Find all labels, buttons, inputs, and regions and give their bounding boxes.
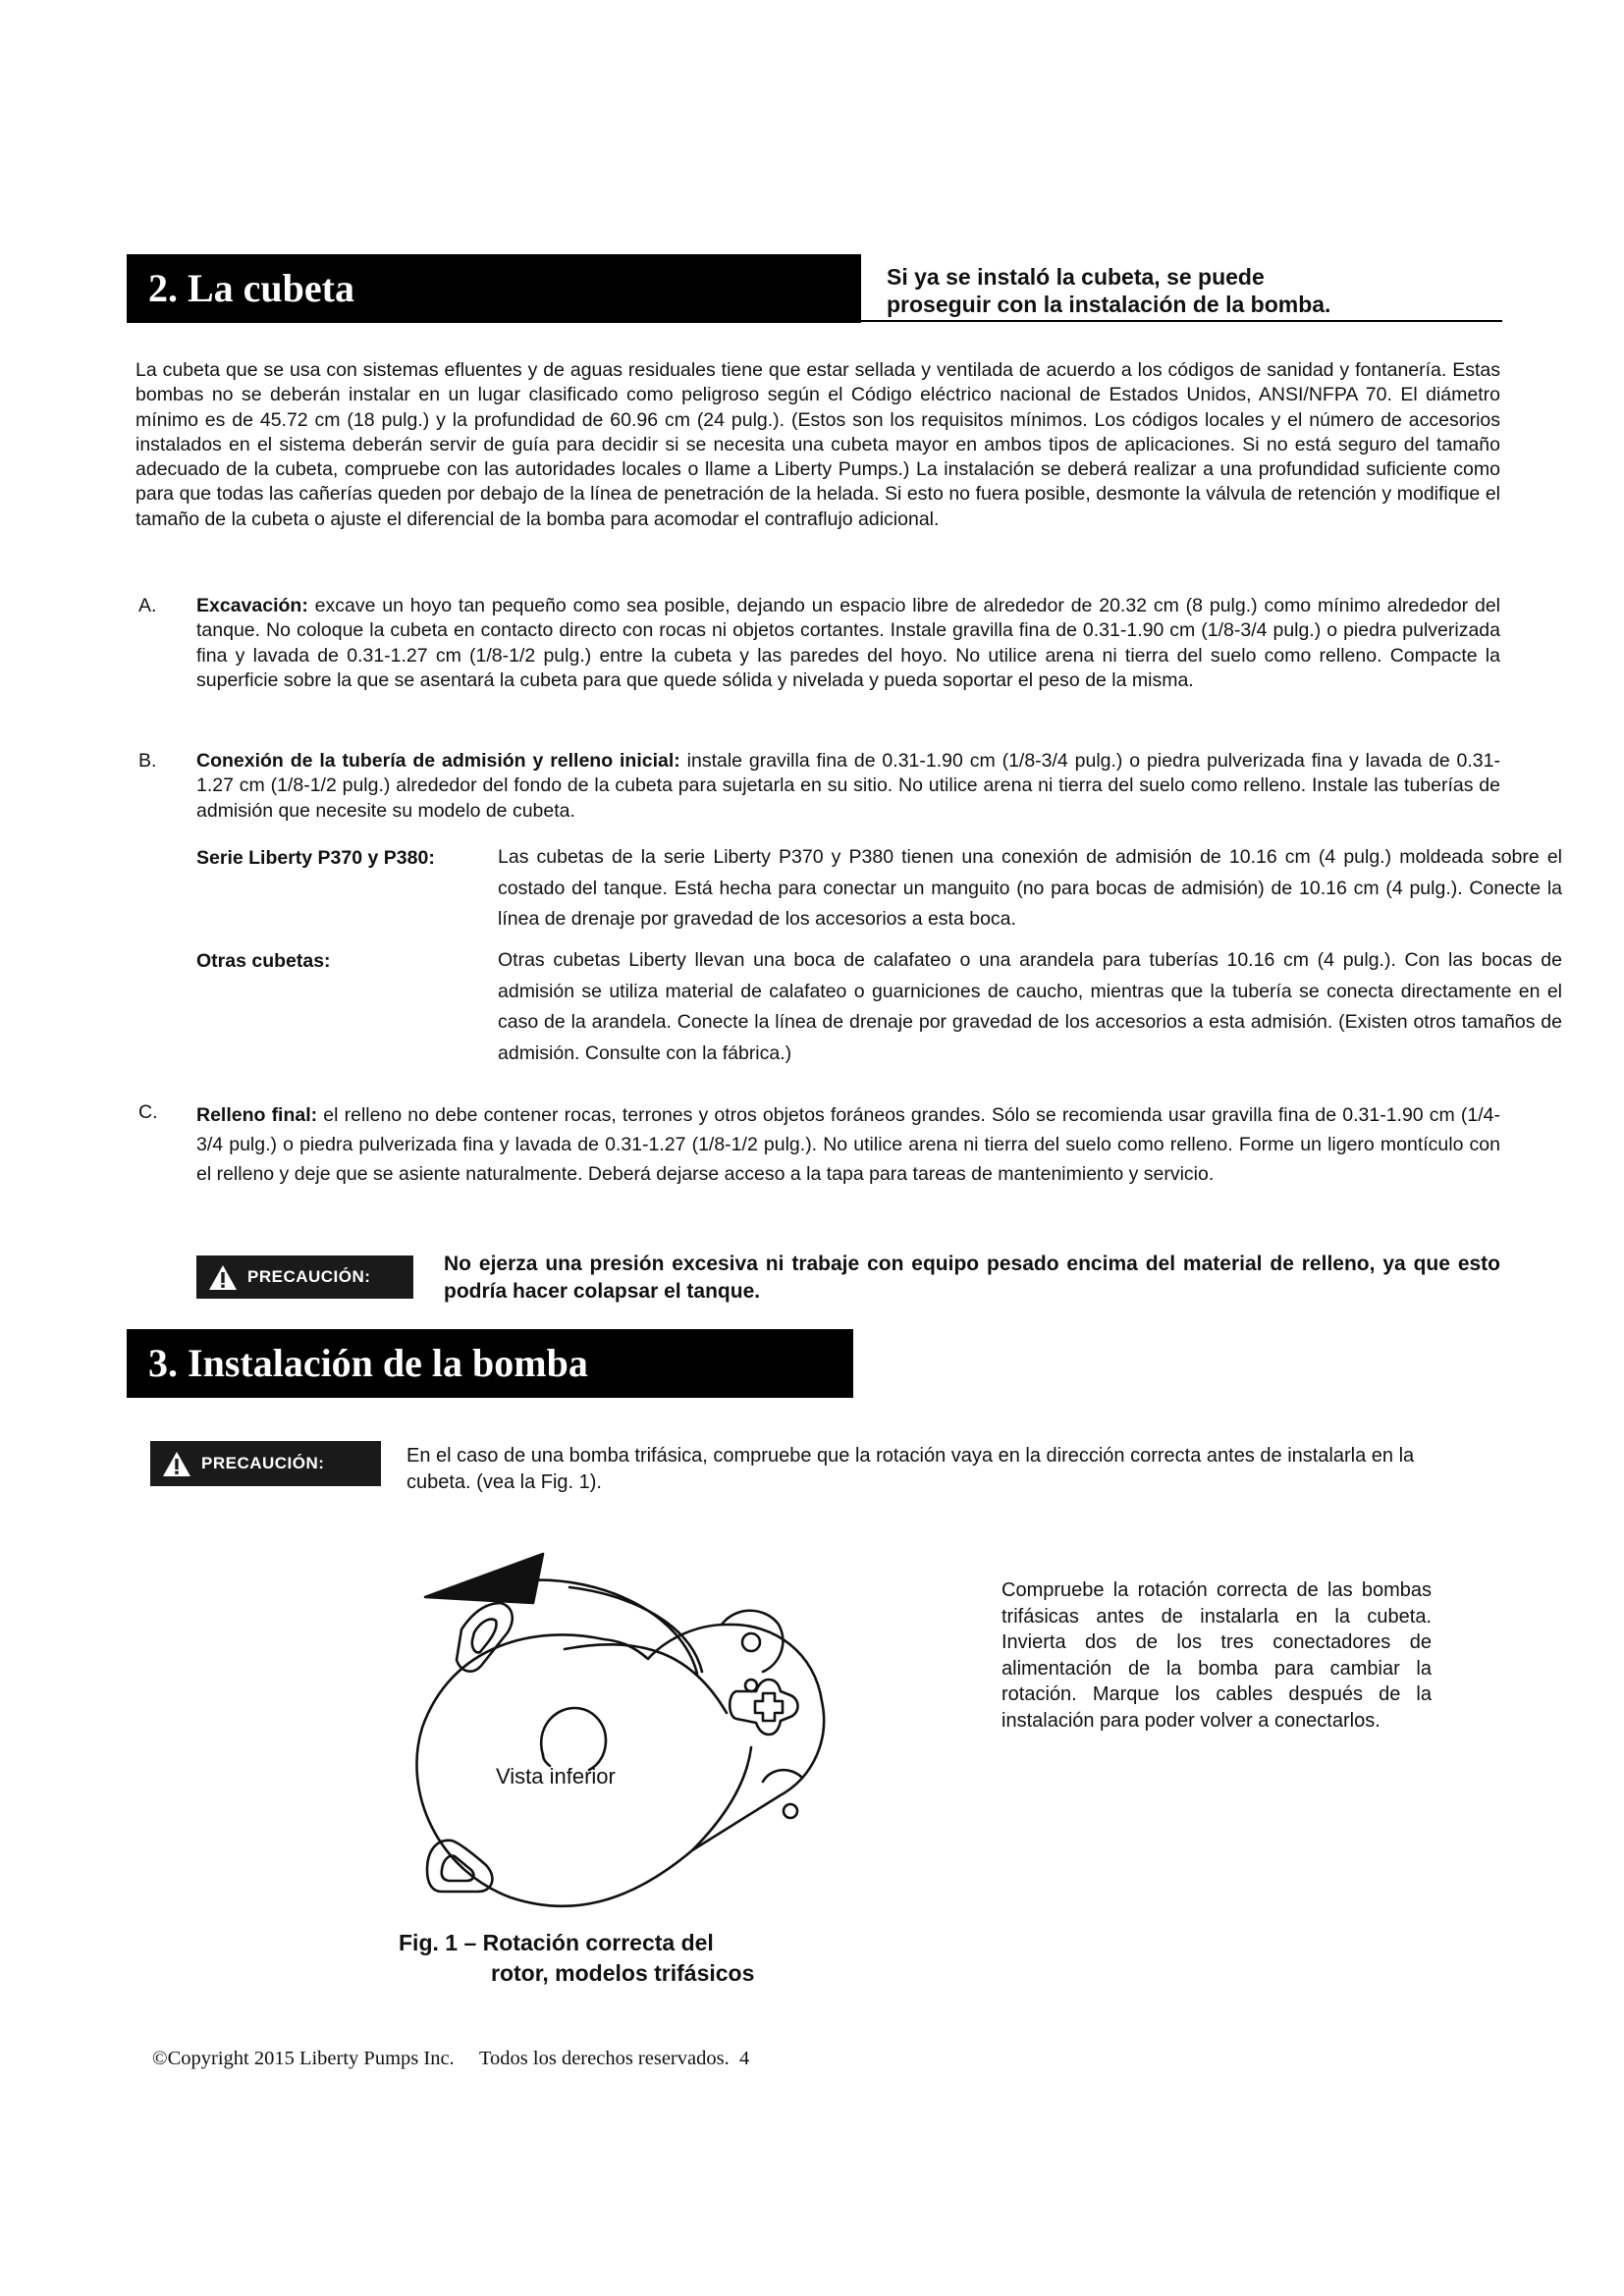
item-b-body (196, 749, 1500, 824)
section-3-title-bar (127, 1329, 853, 1398)
caution-2-text: En el caso de una bomba trifásica, compruebe que la rotación vaya en la dirección correcta antes de instalarla en la cubeta. (vea la Fig. 1). (406, 1445, 1415, 1493)
item-b-text: instale gravilla fina de 0.31-1.90 cm (1/8-3/4 pulg.) o piedra pulverizada fina y lavada de 0.31-1.27 cm (1/8-1/2 pulg.) alrededor del fondo de la cubeta para sujetarla en su sitio. No utilice arena ni tierra del suelo como relleno. Instale las tuberías de admisión que necesite su modelo de cubeta. (196, 750, 1500, 822)
center-hub (541, 1708, 606, 1770)
sub-item-p370-text: Las cubetas de la serie Liberty P370 y P380 tienen una conexión de admisión de 10.16 cm (4 pulg.) moldeada sobre el costado del tanque. Está hecha para conectar un manguito (no para bocas de admisión) de 10.16 cm (4 pulg.). Conecte la línea de drenaje por gravedad de los accesorios a esta boca. (498, 846, 1562, 930)
figure-caption-line1: Fig. 1 – Rotación correcta del (399, 1930, 714, 1955)
item-c-letter: C. (138, 1101, 158, 1123)
figure-inner-label: Vista inferior (496, 1764, 616, 1789)
figure-caption-line2: rotor, modelos trifásicos (491, 1960, 755, 1986)
figure-side-note: Compruebe la rotación correcta de las bombas trifásicas antes de instalarla en la cubeta. Invierta dos de los tres conectadores de alimentación de la bomba para cambiar la rotación. Marque los cables después de la instalación para poder volver a conectarlos. (1001, 1579, 1432, 1732)
sub-item-other-text: Otras cubetas Liberty llevan una boca de calafateo o una arandela para tuberías 10.16 cm (4 pulg.). Con las bocas de admisión se utiliza material de calafateo o guarniciones de caucho, mientras que la tubería se conecta directamente en el caso de la arandela. Conecte la línea de drenaje por gravedad de los accesorios a esta admisión. (Existen otros tamaños de admisión. Consulte con la fábrica.) (498, 949, 1562, 1064)
item-c-body (196, 1100, 1500, 1189)
item-b-letter: B. (138, 750, 157, 772)
caution-badge-1 (196, 1255, 413, 1299)
item-c-label: Relleno final: (196, 1104, 318, 1126)
item-a-letter: A. (138, 595, 157, 616)
item-a-text: excave un hoyo tan pequeño como sea posible, dejando un espacio libre de alrededor de 20.32 cm (8 pulg.) como mínimo alrededor del tanque. No coloque la cubeta en contacto directo con rocas ni objetos cortantes. Instale gravilla fina de 0.31-1.90 cm (1/8-3/4 pulg.) o piedra pulverizada fina y lavada de 0.31-1.27 cm (1/8-1/2 pulg.) entre la cubeta y las paredes del hoyo. No utilice arena ni tierra del suelo como relleno. Compacte la superficie sobre la que se asentará la cubeta para que quede sólida y nivelada y pueda soportar el peso de la misma. (196, 595, 1500, 691)
sub-item-p370-label: Serie Liberty P370 y P380: (196, 847, 435, 869)
section-2-title: 2. La cubeta (148, 266, 354, 310)
item-a-label: Excavación: (196, 595, 308, 616)
plus-fitting (730, 1680, 797, 1735)
item-b-label: Conexión de la tubería de admisión y relleno inicial: (196, 750, 680, 772)
footer-rights: Todos los derechos reservados. (478, 2048, 730, 2069)
section-2-title-bar (127, 254, 861, 323)
rotor-rotation-figure (398, 1526, 869, 1939)
caution-1-text: No ejerza una presión excesiva ni trabaje con equipo pesado encima del material de relleno, ya que esto podría hacer colapsar el tanque. (444, 1253, 1500, 1303)
upper-lug (457, 1603, 513, 1672)
sub-item-other-label: Otras cubetas: (196, 950, 331, 972)
pump-body-outline (416, 1625, 824, 1906)
warning-icon (162, 1451, 191, 1477)
section-2-note-line1: Si ya se instaló la cubeta, se puede (887, 264, 1265, 290)
caution-badge-2-label: PRECAUCIÓN: (201, 1454, 325, 1472)
right-boss (722, 1611, 783, 1672)
section-2-note-line2: proseguir con la instalación de la bomba. (887, 292, 1331, 317)
footer-copyright: ©Copyright 2015 Liberty Pumps Inc. (152, 2048, 455, 2069)
item-c-text: el relleno no debe contener rocas, terrones y otros objetos foráneos grandes. Sólo se recomienda usar gravilla fina de 0.31-1.90 cm (1/4-3/4 pulg.) o piedra pulverizada fina y lavada de 0.31-1.27 (1/8-1/2 pulg.). No utilice arena ni tierra del suelo como relleno. Forme un ligero montículo con el relleno y deje que se asiente naturalmente. Deberá dejarse acceso a la tapa para tareas de mantenimiento y servicio. (196, 1104, 1500, 1185)
caution-badge-1-label: PRECAUCIÓN: (247, 1267, 371, 1286)
item-a-body (196, 594, 1500, 693)
warning-icon (208, 1264, 238, 1291)
section-3-title: 3. Instalación de la bomba (148, 1341, 588, 1385)
caution-badge-2 (150, 1441, 381, 1486)
section-2-intro: La cubeta que se usa con sistemas efluentes y de aguas residuales tiene que estar sellada y ventilada de acuerdo a los códigos de sanidad y fontanería. Estas bombas no se deberán instalar en un lugar clasificado como peligroso según el Código eléctrico nacional de Estados Unidos, ANSI/NFPA 70. El diámetro mínimo es de 45.72 cm (18 pulg.) y la profundidad de 60.96 cm (24 pulg.). (Estos son los requisitos mínimos. Los códigos locales y el número de accesorios instalados en el sistema deberán servir de guía para decidir si se necesita una cubeta mayor en ambos tipos de aplicaciones. Si no está seguro del tamaño adecuado de la cubeta, compruebe con las autoridades locales o llame a Liberty Pumps.) La instalación se deberá realizar a una profundidad suficiente como para que todas las cañerías queden por debajo de la línea de penetración de la helada. Si esto no fuera posible, desmonte la válvula de retención y modifique el tamaño de la cubeta o ajuste el diferencial de la bomba para acomodar el contraflujo adicional. (135, 359, 1500, 530)
section-2-note-underline (861, 320, 1502, 322)
footer-page-number: 4 (738, 2048, 750, 2069)
rotation-arrow-curve-2 (569, 1587, 702, 1672)
pump-body-inner (565, 1644, 727, 1713)
rotation-arrow-head (425, 1554, 543, 1603)
page-footer (152, 2047, 749, 2070)
section-2-note (887, 263, 1436, 318)
figure-caption (399, 1928, 890, 1989)
